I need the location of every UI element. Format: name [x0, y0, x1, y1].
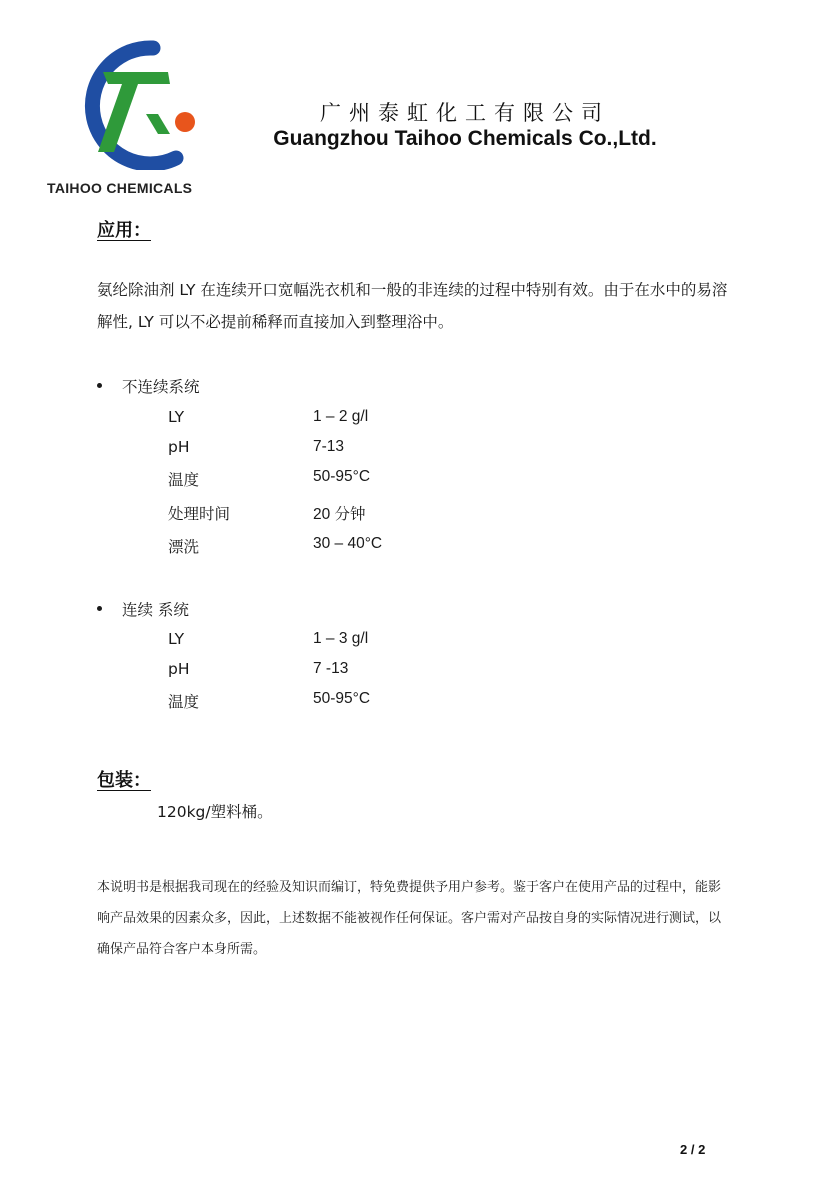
- param-value: 30 – 40°C: [313, 535, 383, 552]
- param-name: LY: [168, 630, 185, 648]
- packaging-text: 120kg/塑料桶。: [157, 803, 273, 821]
- param-value: 20 分钟: [313, 506, 366, 523]
- application-paragraph: 氨纶除油剂 LY 在连续开口宽幅洗衣机和一般的非连续的过程中特别有效。由于在水中的易溶解性, LY 可以不必提前稀释而直接加入到整理浴中。: [97, 281, 728, 331]
- company-name-en: Guangzhou Taihoo Chemicals Co.,Ltd.: [273, 127, 657, 150]
- discontinuous-system-label: 不连续系统: [97, 375, 200, 397]
- bullet-icon: [97, 606, 102, 611]
- param-name: pH: [168, 438, 190, 456]
- param-name: 漂洗: [168, 538, 200, 556]
- bullet-icon: [97, 383, 102, 388]
- param-name: LY: [168, 408, 185, 426]
- param-value: 7-13: [313, 438, 345, 455]
- param-name: pH: [168, 660, 190, 678]
- page-number: 2 / 2: [680, 1142, 706, 1157]
- disclaimer-text: 本说明书是根据我司现在的经验及知识而编订，特免费提供予用户参考。鉴于客户在使用产品的过程中，能影响产品效果的因素众多，因此，上述数据不能被视作任何保证。客户需对产品按自身的实际情况进行测试，以确保产品符合客户本身所需。: [97, 880, 722, 957]
- param-value: 50-95°C: [313, 690, 371, 707]
- packaging-title: 包装：: [97, 770, 151, 791]
- param-value: 50-95°C: [313, 468, 371, 485]
- param-name: 温度: [168, 693, 200, 711]
- param-value: 7 -13: [313, 660, 349, 677]
- param-name: 处理时间: [168, 505, 231, 523]
- param-value: 1 – 2 g/l: [313, 408, 369, 425]
- param-value: 1 – 3 g/l: [313, 630, 369, 647]
- param-name: 温度: [168, 471, 200, 489]
- continuous-system-label: 连续 系统: [97, 598, 189, 620]
- application-title: 应用：: [97, 220, 151, 241]
- logo-text: TAIHOO CHEMICALS: [47, 180, 193, 196]
- company-name-cn: 广州泰虹化工有限公司: [320, 101, 610, 125]
